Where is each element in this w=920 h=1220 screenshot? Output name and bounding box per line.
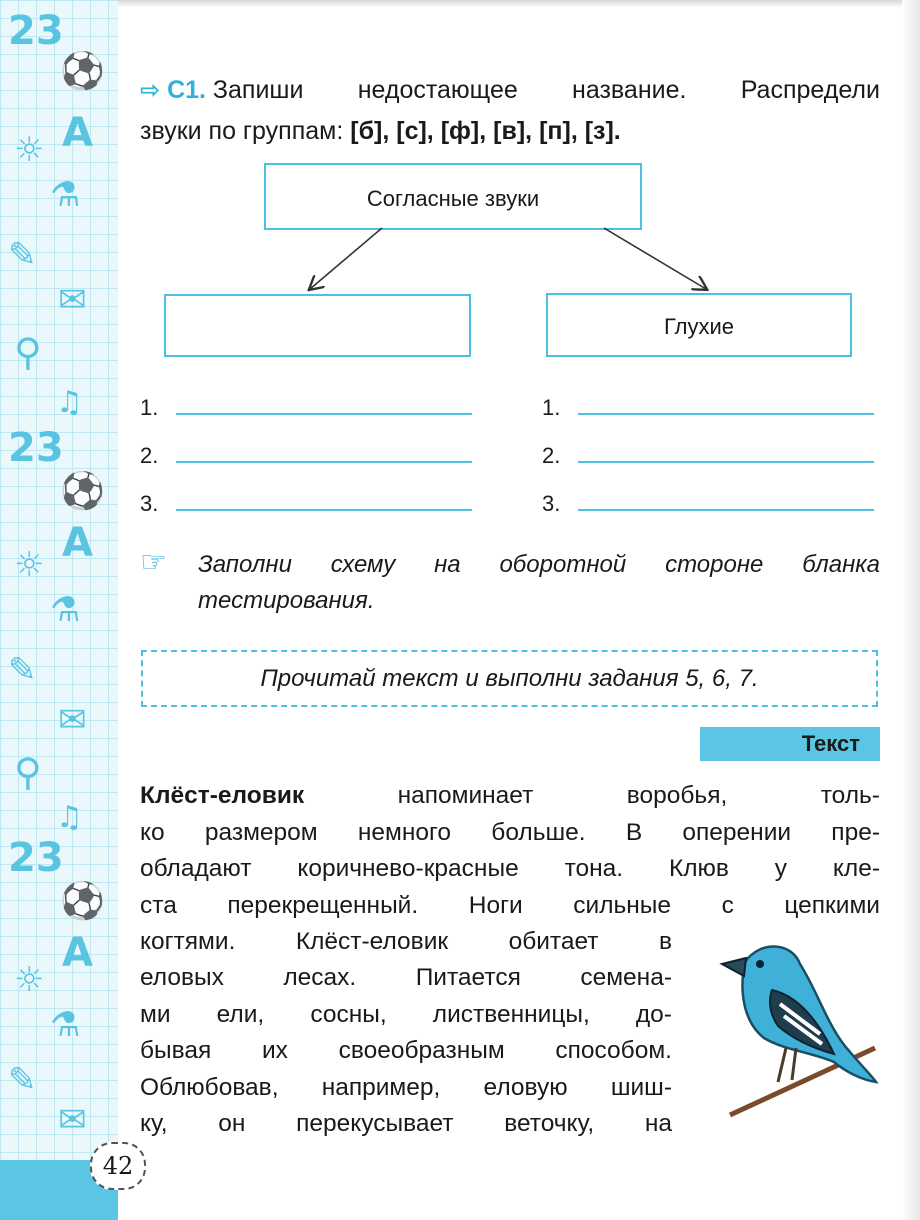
scroll-doodle-icon: ✉ [58,280,87,320]
paragraph-word: их [261,1037,288,1064]
answer-line[interactable] [578,509,874,511]
pencil-doodle-icon: ✎ [8,1060,37,1100]
hint-word: схему [330,551,396,578]
paragraph-short-width [140,960,672,1143]
answer-row[interactable] [140,395,480,425]
scheme-top-box: Согласные звуки [264,163,642,230]
letter-a-doodle-icon: A [62,520,93,566]
paragraph-word: кле- [832,855,880,882]
digits-doodle-icon: 23 [8,835,64,881]
paragraph-word: семена- [580,964,672,991]
paragraph-word: Питается [415,964,521,991]
task-word: Запиши [212,76,304,104]
bird-illustration [700,930,880,1120]
task-line2-prefix: звуки по группам: [140,117,344,145]
read-instruction-box: Прочитай текст и выполни задания 5, 6, 7. [141,650,878,707]
paragraph-word: например, [321,1073,441,1101]
answer-line[interactable] [578,413,874,415]
paragraph-word: больше. [491,818,586,846]
pointing-hand-icon: ☞ [140,546,167,579]
pencil-doodle-icon: ✎ [8,650,37,690]
answer-line[interactable] [578,461,874,463]
paragraph-word: воробья, [626,782,728,809]
sound-item: [ф], [440,117,487,145]
paragraph-word: перекрещенный. [227,891,419,919]
bird-beak-shape [722,958,746,976]
sun-doodle-icon: ☼ [14,130,45,170]
text-label: Текст [700,727,880,761]
paragraph-word: бывая [140,1037,212,1064]
paragraph-line [140,1070,672,1107]
bird-eye-shape [756,960,764,968]
paragraph-word: Ноги [468,891,523,919]
paragraph-word: сильные [573,891,672,919]
row-number: 2. [542,443,561,468]
row-number: 3. [542,491,561,516]
answer-row[interactable] [542,443,882,473]
answer-line[interactable] [176,461,472,463]
flask-doodle-icon: ⚗ [50,1005,81,1045]
paragraph-line [140,1033,672,1070]
task-word: название. [572,76,687,104]
hint-word: стороне [665,551,764,578]
bell-doodle-icon: ♫ [56,385,83,420]
arrow-right-line [604,228,706,289]
paragraph-line [140,1106,672,1143]
sound-item: [з]. [584,117,621,145]
flask-doodle-icon: ⚗ [50,590,81,630]
sound-item: [с], [396,117,434,145]
hint-line-2: тестирования. [198,587,375,614]
bell-doodle-icon: ♫ [56,800,83,835]
paragraph-word: еловых [140,964,224,991]
paragraph-word: немного [357,818,452,846]
paragraph-word: веточку, [504,1110,595,1137]
ball-doodle-icon: ⚽ [60,51,105,92]
paragraph-word: способом. [555,1037,672,1064]
answer-row[interactable] [140,491,480,521]
magnifier-doodle-icon: ⚲ [14,750,42,794]
paragraph-word: в [658,928,672,955]
paragraph-word: ку, [140,1110,168,1137]
hint-word: оборотной [499,551,627,578]
digits-doodle-icon: 23 [8,8,64,54]
paragraph-line [140,924,672,961]
paragraph-word: напоминает [397,782,534,809]
task-word: Распредели [740,76,880,104]
paragraph-word: обладают [140,855,252,882]
paragraph-word: толь- [820,782,880,809]
row-number: 1. [542,395,561,420]
paragraph-word: своеобразным [338,1037,505,1064]
ball-doodle-icon: ⚽ [60,881,105,922]
letter-a-doodle-icon: A [62,110,93,156]
scheme-right-box: Глухие [546,293,852,357]
paragraph-word: еловую [483,1073,568,1101]
paragraph-word: шиш- [610,1073,672,1101]
paragraph-word: перекусывает [296,1110,454,1137]
scheme-arrows [0,0,920,400]
paragraph-word: Облюбовав, [140,1073,279,1101]
page-number: 42 [90,1142,146,1190]
paragraph-word: обитает [508,928,599,955]
paragraph-word: оперении [682,818,792,846]
sound-item: [в], [493,117,533,145]
paragraph-bold-lead: Клёст-еловик [140,782,305,809]
paragraph-word: ели, [216,1000,265,1028]
letter-a-doodle-icon: A [62,930,93,976]
paragraph-word: Клюв [668,855,729,882]
paragraph-word: с [721,891,734,919]
paragraph-word: тона. [564,855,624,882]
paragraph-word: лесах. [283,964,357,991]
hint-word: на [434,551,461,578]
paragraph-word: лиственницы, [432,1000,590,1028]
sound-item: [б], [350,117,390,145]
pencil-doodle-icon: ✎ [8,235,37,275]
magnifier-doodle-icon: ⚲ [14,330,42,374]
answer-row[interactable] [542,395,882,425]
answer-line[interactable] [176,509,472,511]
task-number: C1. [167,76,206,104]
answer-line[interactable] [176,413,472,415]
bird-legs-shape [778,1048,796,1082]
paragraph-word: сосны, [310,1000,387,1028]
task-word: недостающее [357,76,518,104]
scroll-doodle-icon: ✉ [58,700,87,740]
paragraph-word: цепкими [784,891,880,919]
paragraph-word: размером [204,818,318,846]
arrow-hint-icon: ⇨ [140,77,161,104]
paragraph-word: пре- [831,818,880,846]
paragraph-line [140,997,672,1034]
paragraph-line [140,778,880,815]
paragraph-word: Клёст-еловик [295,928,449,955]
answer-row[interactable] [542,491,882,521]
sound-item: [п], [539,117,578,145]
digits-doodle-icon: 23 [8,425,64,471]
paragraph-line [140,888,880,925]
sun-doodle-icon: ☼ [14,545,45,585]
row-number: 2. [140,443,159,468]
paragraph-word: до- [635,1000,672,1028]
paragraph-word: коричнево-красные [297,855,519,882]
paragraph-line [140,960,672,997]
paragraph-line [140,851,880,888]
answer-row[interactable] [140,443,480,473]
hint-word: Заполни [198,551,292,578]
ball-doodle-icon: ⚽ [60,471,105,512]
paragraph-word: на [644,1110,672,1137]
arrow-left-line [310,228,382,289]
flask-doodle-icon: ⚗ [50,175,81,215]
paragraph-word: у [774,855,788,882]
sun-doodle-icon: ☼ [14,960,45,1000]
paragraph-word: ми [140,1000,171,1028]
hint-line-1 [198,548,880,582]
paragraph-word: ко [140,818,165,846]
row-number: 3. [140,491,159,516]
paragraph-word: когтями. [140,928,236,955]
paragraph-word: ста [140,891,177,919]
paragraph-line [140,815,880,852]
paragraph-word: он [218,1110,246,1137]
paragraph-word: В [625,818,643,846]
hint-word: бланка [802,551,880,578]
row-number: 1. [140,395,159,420]
scroll-doodle-icon: ✉ [58,1100,87,1140]
